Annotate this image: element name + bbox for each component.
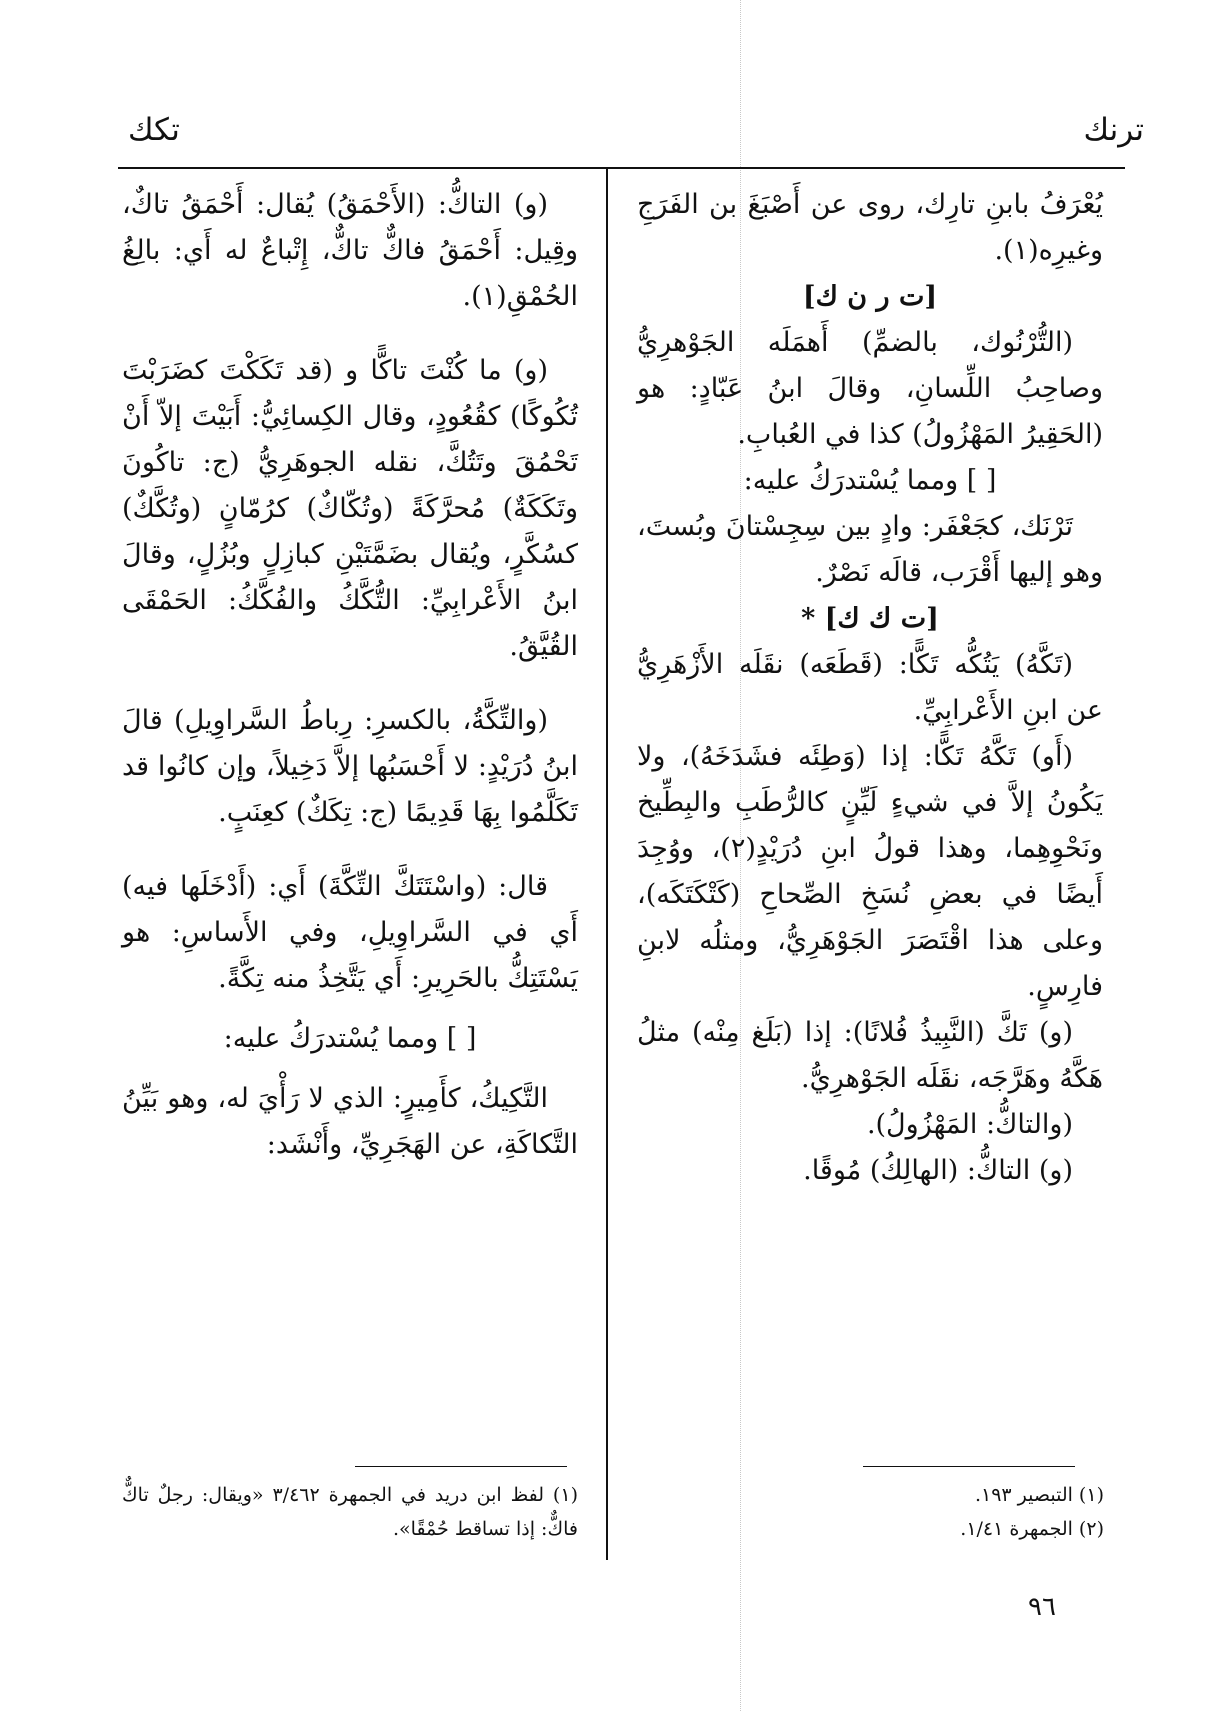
footnotes-left bbox=[122, 1478, 578, 1546]
addendum-heading: [ ] ومما يُسْتدرَكُ عليه: bbox=[743, 465, 997, 496]
paragraph: (أَو) تَكَّهُ تَكًّا: إذا (وَطِئَه فشَدَخَهُ)، ولا يَكُونُ إلاَّ في شيءٍ لَيِّنٍ كالرُّطَبِ والبِطِّيخ ونَحْوِهِما، وهذا قولُ ابنِ دُرَيْدٍ(٢)، ووُجِدَ أَيضًا في بعضِ نُسَخِ الصِّحاحِ (كَتْكَتَكَه)، وعلى هذا اقْتَصَرَ الجَوْهَرِيُّ، ومثلُه لابنِ فارِسٍ. bbox=[637, 741, 1103, 1002]
running-head-left: تكك bbox=[128, 112, 180, 148]
paragraph: (تَكَّهُ) يَتُكُّه تَكًّا: (قَطَعَه) نقَلَه الأَزْهَرِيُّ عن ابنِ الأَعْرابِيِّ. bbox=[637, 649, 1103, 726]
paragraph: تَرْنَك، كجَعْفَر: وادٍ بين سِجِسْتانَ وبُستَ، وهو إليها أَقْرَب، قالَه نَصْرٌ. bbox=[637, 511, 1103, 588]
footnote: (١) التبصير ١٩٣. bbox=[974, 1484, 1104, 1506]
footnote: (٢) الجمهرة ١/٤١. bbox=[960, 1518, 1104, 1540]
page-number: ٩٦ bbox=[1028, 1592, 1056, 1622]
paragraph: التَّكِيكُ، كأَمِيرٍ: الذي لا رَأْيَ له، وهو بَيِّنُ التَّكاكَةِ، عن الهَجَرِيِّ، وأَنْشَد: bbox=[122, 1083, 578, 1160]
header-rule bbox=[118, 167, 1125, 169]
right-column bbox=[637, 182, 1103, 1194]
column-divider bbox=[606, 168, 608, 1560]
footnotes-right bbox=[860, 1478, 1104, 1546]
paragraph: (و) التاكُّ: (الأَحْمَقُ) يُقال: أَحْمَقُ تاكٌ، وقِيل: أَحْمَقُ فاكٌّ تاكٌّ، إِتْباعٌ له أَي: بالِغُ الحُمْقِ(١). bbox=[122, 189, 578, 312]
paragraph: (و) التاكُّ: (الهالِكُ) مُوقًا. bbox=[803, 1155, 1073, 1186]
paragraph: (والتِّكَّةُ، بالكسرِ: رِباطُ السَّراوِيلِ) قالَ ابنُ دُرَيْدٍ: لا أَحْسَبُها إلاَّ دَخِيلاً، وإن كانُوا قد تَكَلَّمُوا بِهَا قَدِيمًا (ج: تِكَكٌ) كعِنَبٍ. bbox=[122, 705, 578, 828]
left-column bbox=[122, 182, 578, 1168]
entry-heading-trnk: [ت ر ن ك] bbox=[802, 281, 938, 312]
footnote: (١) لفظ ابن دريد في الجمهرة ٣/٤٦٢ «ويقال: رجلٌ تاكٌّ فاكٌّ: إذا تساقط حُمْقًا». bbox=[122, 1484, 578, 1540]
running-head-right: ترنك bbox=[1083, 112, 1144, 148]
paragraph: قال: (واسْتَتَكَّ التِّكَّةَ) أَي: (أَدْخَلَها فيه) أَي في السَّراوِيلِ، وفي الأَساسِ: هو يَسْتَتِكُّ بالحَرِيرِ: أَي يَتَّخِذُ منه تِكَّةً. bbox=[122, 871, 578, 994]
paragraph: يُعْرَفُ بابنِ تارِك، روى عن أَصْبَغَ بن الفَرَجِ وغيرِه(١). bbox=[637, 189, 1103, 266]
footnote-rule-left bbox=[355, 1466, 567, 1467]
paragraph: (و) ما كُنْتَ تاكًّا و (قد تَكَكْتَ كضَرَبْتَ تُكُوكًا) كقُعُودٍ، وقال الكِسائِيُّ: أَبَيْتَ إلاّ أَنْ تَحْمُقَ وتَتُكَّ، نقله الجوهَرِيُّ (ج: تاكُونَ وتَكَكَةٌ) مُحرَّكَةً (وتُكّاكٌ) كرُمّانٍ (وتُكَّكٌ) كسُكَّرٍ، ويُقال بضَمَّتَيْنِ كبازِلٍ وبُزُلٍ، وقالَ ابنُ الأَعْرابِيِّ: التُّكَّكُ والفُكَّكُ: الحَمْقَى القُيَّقُ. bbox=[122, 355, 578, 662]
entry-heading-tkk: [ت ك ك] * bbox=[801, 603, 939, 634]
paragraph: (والتاكُّ: المَهْزُولُ). bbox=[866, 1109, 1073, 1140]
footnote-rule-right bbox=[863, 1466, 1075, 1467]
paragraph: (التُّرْنُوك، بالضمِّ) أَهمَلَه الجَوْهرِيُّ وصاحِبُ اللِّسانِ، وقالَ ابنُ عَبّادٍ: هو (الحَقِيرُ المَهْزُولُ) كذا في العُبابِ. bbox=[637, 327, 1103, 450]
addendum-heading: [ ] ومما يُسْتدرَكُ عليه: bbox=[223, 1023, 477, 1054]
paragraph: (و) تَكَّ (النَّبِيذُ فُلانًا): إذا (بَلَغ مِنْه) مثلُ هَكَّهُ وهَرَّجَه، نقَلَه الجَوْهرِيُّ. bbox=[637, 1017, 1103, 1094]
